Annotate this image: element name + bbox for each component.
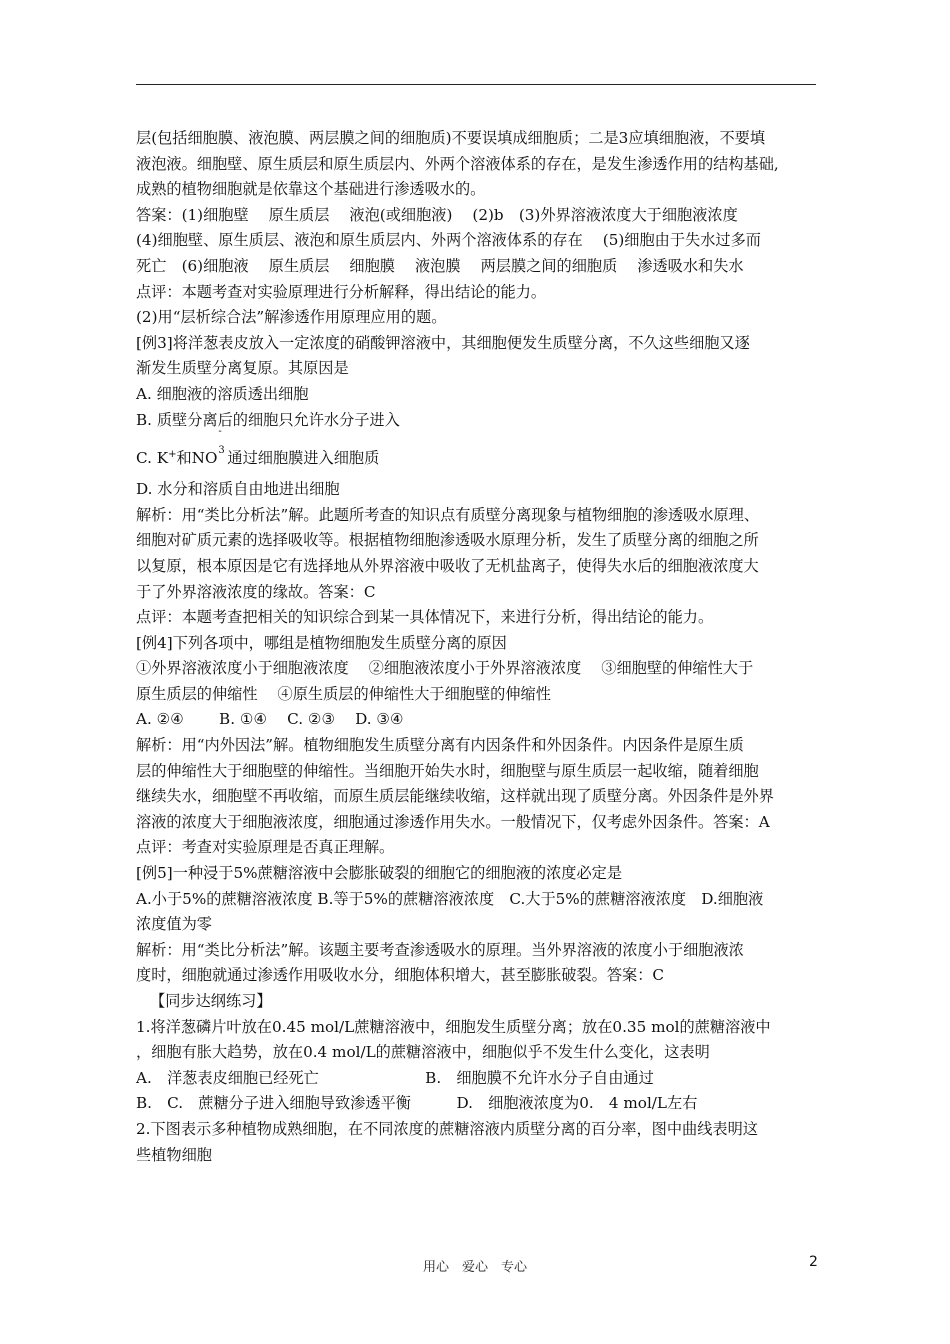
analysis-line: 层的伸缩性大于细胞壁的伸缩性。当细胞开始失水时，细胞壁与原生质层一起收缩，随着细胞 [136,761,759,780]
example-3-question: 渐发生质壁分离复原。其原因是 [136,359,349,378]
example-4-options: A. ②④ B. ①④ C. ②③ D. ③④ [136,710,404,729]
example-4-statements: 原生质层的伸缩性 ④原生质层的伸缩性大于细胞壁的伸缩性 [136,684,551,703]
exercise-2-question: 2.下图表示多种植物成熟细胞，在不同浓度的蔗糖溶液内质壁分离的百分率，图中曲线表明这 [136,1119,758,1138]
exercise-1-options: B. C. 蔗糖分子进入细胞导致渗透平衡 D. 细胞液浓度为0. 4 mol/L左右 [136,1094,698,1113]
comment-line: 点评：本题考查对实验原理进行分析解释，得出结论的能力。 [136,282,547,301]
document-body [136,126,822,1168]
answer-line: (4)细胞壁、原生质层、液泡和原生质层内、外两个溶液体系的存在 (5)细胞由于失水过多而 [136,231,761,250]
example-4-statements: ①外界溶液浓度小于细胞液浓度 ②细胞液浓度小于外界溶液浓度 ③细胞壁的伸缩性大于 [136,659,754,678]
option-c-prefix: C. K [136,449,169,468]
analysis-line: 继续失水，细胞壁不再收缩，而原生质层能继续收缩，这样就出现了质壁分离。外因条件是外界 [136,787,774,806]
exercise-1-options: A. 洋葱表皮细胞已经死亡 B. 细胞膜不允许水分子自由通过 [136,1068,654,1087]
text-line: 液泡液。细胞壁、原生质层和原生质层内、外两个溶液体系的存在，是发生渗透作用的结构基础, [136,154,779,173]
exercise-2-question: 些植物细胞 [136,1145,212,1164]
example-4-question: [例4]下列各项中，哪组是植物细胞发生质壁分离的原因 [136,633,507,652]
exercise-1-question: ，细胞有胀大趋势，放在0.4 mol/L的蔗糖溶液中，细胞似乎不发生什么变化，这表明 [136,1043,710,1062]
analysis-line: 细胞对矿质元素的选择吸收等。根据植物细胞渗透吸水原理分析，发生了质壁分离的细胞之所 [136,531,759,550]
option-c-middle: 和NO [176,449,218,468]
section-title: 【同步达纲练习】 [150,992,272,1010]
analysis-line: 解析：用“内外因法”解。植物细胞发生质壁分离有内因条件和外因条件。内因条件是原生质 [136,736,744,755]
page-number: 2 [809,1254,818,1270]
analysis-line: 解析：用“类比分析法”解。此题所考查的知识点有质壁分离现象与植物细胞的渗透吸水原理、 [136,505,760,524]
example-5-options: A.小于5%的蔗糖溶液浓度 B.等于5%的蔗糖溶液浓度 C.大于5%的蔗糖溶液浓度 D.细胞液 [136,889,764,908]
footer-text: 用心 爱心 专心 [422,1260,527,1275]
answer-line: 死亡 (6)细胞液 原生质层 细胞膜 液泡膜 两层膜之间的细胞质 渗透吸水和失水 [136,256,744,275]
analysis-line: 以复原，根本原因是它有选择地从外界溶液中吸收了无机盐离子，使得失水后的细胞液浓度大 [136,556,759,575]
text-line: 层(包括细胞膜、液泡膜、两层膜之间的细胞质)不要误填成细胞质；二是3应填细胞液，不要填 [136,129,766,147]
option-c-suffix: 通过细胞膜进入细胞质 [227,449,380,468]
analysis-line: 度时，细胞就通过渗透作用吸收水分，细胞体积增大，甚至膨胀破裂。答案：C [136,966,664,985]
exercise-1-question: 1.将洋葱磷片叶放在0.45 mol/L蔗糖溶液中，细胞发生质壁分离；放在0.35 mol的蔗糖溶液中 [136,1017,771,1036]
answer-line: 答案：(1)细胞壁 原生质层 液泡(或细胞液) (2)b (3)外界溶液浓度大于细胞液浓度 [136,205,738,224]
option-a: A. 细胞液的溶质透出细胞 [136,384,309,403]
method-heading: (2)用“层析综合法”解渗透作用原理应用的题。 [136,308,447,327]
header-rule [136,84,816,85]
text-line: 成熟的植物细胞就是依靠这个基础进行渗透吸水的。 [136,180,486,199]
option-c [136,426,822,477]
example-5-question: [例5]一种浸于5%蔗糖溶液中会膨胀破裂的细胞它的细胞液的浓度必定是 [136,864,623,883]
example-3-question: [例3]将洋葱表皮放入一定浓度的硝酸钾溶液中，其细胞便发生质壁分离，不久这些细胞又逐 [136,333,750,352]
analysis-line: 于了外界溶液浓度的缘故。答案：C [136,582,376,601]
nitrate-three: 3 [218,445,225,457]
nitrate-minus: - [218,426,222,438]
analysis-line: 解析：用“类比分析法”解。该题主要考查渗透吸水的原理。当外界溶液的浓度小于细胞液浓 [136,940,744,959]
analysis-line: 溶液的浓度大于细胞液浓度，细胞通过渗透作用失水。一般情况下，仅考虑外因条件。答案：A [136,812,770,831]
nitrate-superscript-subscript [217,426,227,463]
option-c-plus: + [168,449,177,461]
example-5-options: 浓度值为零 [136,915,212,934]
comment-line: 点评：考查对实验原理是否真正理解。 [136,838,395,857]
option-b: B. 质壁分离后的细胞只允许水分子进入 [136,410,400,429]
comment-line: 点评：本题考查把相关的知识综合到某一具体情况下，来进行分析，得出结论的能力。 [136,608,714,627]
option-d: D. 水分和溶质自由地进出细胞 [136,480,340,499]
